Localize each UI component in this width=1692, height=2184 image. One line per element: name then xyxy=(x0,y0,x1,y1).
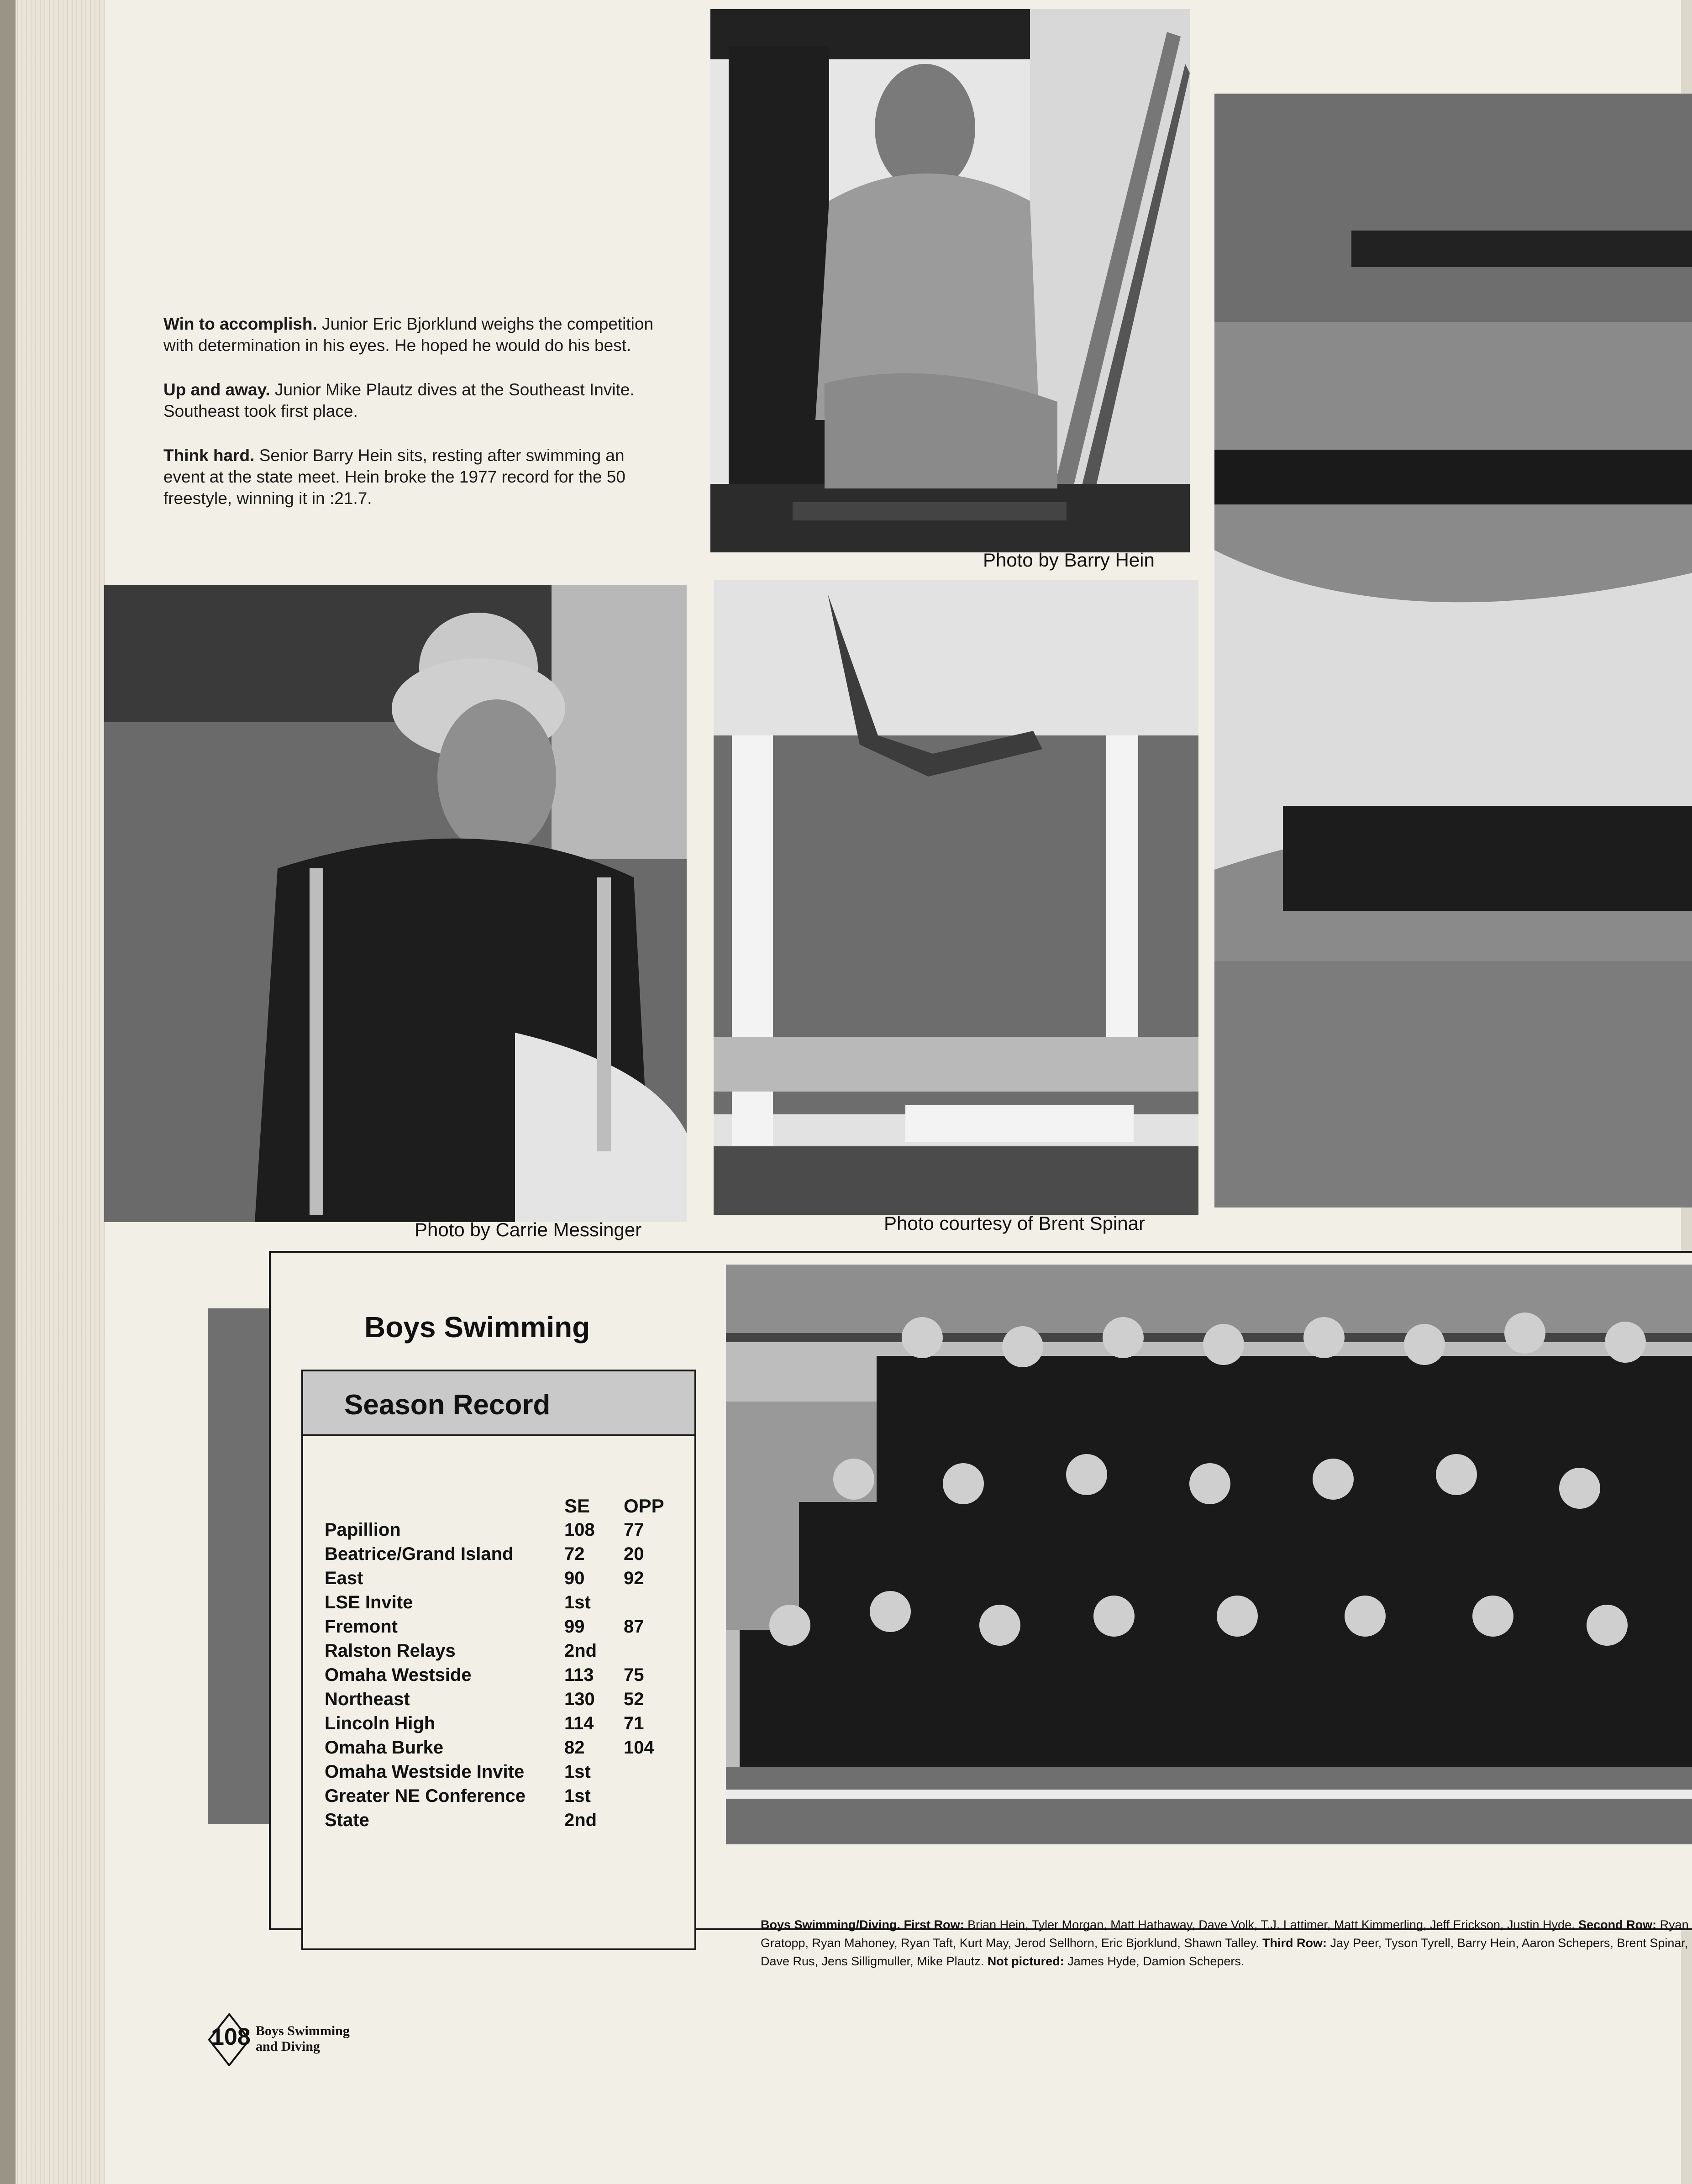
not-pictured-names: James Hyde, Damion Schepers. xyxy=(1067,1954,1245,1968)
opponent-cell: Beatrice/Grand Island xyxy=(325,1544,514,1564)
se-score-cell: 2nd xyxy=(564,1641,597,1661)
not-pictured-label: Not pictured: xyxy=(987,1954,1064,1968)
footer-line-1: Boys Swimming xyxy=(256,2023,350,2038)
second-row-label: Second Row: xyxy=(1578,1918,1657,1932)
opponent-cell: Papillion xyxy=(325,1520,401,1540)
opp-score-cell: 92 xyxy=(624,1568,644,1588)
header-se: SE xyxy=(564,1495,590,1517)
opponent-cell: Greater NE Conference xyxy=(325,1786,526,1806)
table-row xyxy=(325,1639,678,1663)
opponent-cell: LSE Invite xyxy=(325,1592,413,1612)
opponent-cell: East xyxy=(325,1568,363,1588)
opp-score-cell: 77 xyxy=(624,1520,644,1540)
opp-score-cell xyxy=(624,1808,678,1832)
opp-score-cell xyxy=(624,1760,678,1784)
third-row-label: Third Row: xyxy=(1262,1936,1327,1950)
table-row xyxy=(325,1615,678,1639)
opp-score-cell: 20 xyxy=(624,1544,644,1564)
photo-team xyxy=(726,1265,1692,1844)
section-title: Boys Swimming xyxy=(364,1311,590,1344)
second-row-names: Ryan Gratopp, Ryan Mahoney, Ryan Taft, Kurt May, Jerod Sellhorn, Eric Bjorklund, Shawn Talley. xyxy=(761,1918,1689,1950)
opponent-cell: Omaha Westside Invite xyxy=(325,1762,525,1782)
page-number: 108 xyxy=(211,2024,251,2050)
caption-3 xyxy=(163,445,657,509)
table-row xyxy=(325,1566,678,1591)
photo-swimmer-sitting xyxy=(710,9,1190,552)
first-row-label: First Row: xyxy=(904,1918,964,1932)
season-record-header xyxy=(303,1371,694,1436)
page-binding-edge xyxy=(0,0,105,2184)
opp-score-cell: 75 xyxy=(624,1665,644,1685)
caption-1-title: Win to accomplish. xyxy=(163,315,317,333)
table-row xyxy=(325,1784,678,1808)
opponent-cell: Omaha Burke xyxy=(325,1738,444,1758)
season-record-table xyxy=(325,1494,678,1832)
se-score-cell: 1st xyxy=(564,1592,591,1612)
se-score-cell: 2nd xyxy=(564,1810,597,1830)
header-opponent xyxy=(325,1494,564,1518)
first-row-names: Brian Hein, Tyler Morgan, Matt Hathaway, Dave Volk, T.J. Lattimer, Matt Kimmerling, Jeff Erickson, Justin Hyde. xyxy=(967,1918,1575,1932)
caption-2-text: Junior Mike Plautz dives at the Southeast Invite. Southeast took first place. xyxy=(163,380,635,420)
footer-line-2: and Diving xyxy=(256,2039,320,2054)
table-row xyxy=(325,1760,678,1784)
opp-score-cell: 52 xyxy=(624,1689,644,1709)
table-row xyxy=(325,1712,678,1736)
se-score-cell: 114 xyxy=(564,1713,594,1733)
se-score-cell: 90 xyxy=(564,1568,585,1588)
se-score-cell: 108 xyxy=(564,1520,595,1540)
opponent-cell: Omaha Westside xyxy=(325,1665,472,1685)
table-row xyxy=(325,1687,678,1712)
caption-1-text: Junior Eric Bjorklund weighs the competition with determination in his eyes. He hoped he would do his best. xyxy=(163,315,654,355)
se-score-cell: 99 xyxy=(564,1617,585,1637)
se-score-cell: 82 xyxy=(564,1738,585,1758)
photo-eric-bjorklund xyxy=(104,585,687,1222)
photo-mike-plautz-dive xyxy=(714,580,1198,1215)
opp-score-cell: 104 xyxy=(624,1738,654,1758)
se-score-cell: 130 xyxy=(564,1689,595,1709)
se-score-cell: 1st xyxy=(564,1786,591,1806)
season-record-box xyxy=(301,1370,696,1950)
caption-3-title: Think hard. xyxy=(163,446,255,465)
table-row xyxy=(325,1542,678,1566)
caption-1 xyxy=(163,313,657,356)
opp-score-cell: 87 xyxy=(624,1617,644,1637)
se-score-cell: 72 xyxy=(564,1544,585,1564)
table-row xyxy=(325,1518,678,1542)
se-score-cell: 1st xyxy=(564,1762,591,1782)
photo-credit-carrie-messinger: Photo by Carrie Messinger xyxy=(415,1219,642,1240)
opp-score-cell xyxy=(624,1784,678,1808)
table-row xyxy=(325,1736,678,1760)
caption-2-title: Up and away. xyxy=(163,380,270,399)
caption-3-text: Senior Barry Hein sits, resting after swimming an event at the state meet. Hein broke the 1977 record for the 50 freestyle, winning it in :21.7. xyxy=(163,446,625,508)
caption-2 xyxy=(163,379,657,422)
opponent-cell: Lincoln High xyxy=(325,1713,436,1733)
table-row xyxy=(325,1808,678,1832)
opp-score-cell: 71 xyxy=(624,1713,644,1733)
header-opp: OPP xyxy=(624,1495,664,1517)
photo-swimmer-splash xyxy=(1214,94,1692,1208)
opponent-cell: Northeast xyxy=(325,1689,410,1709)
opponent-cell: State xyxy=(325,1810,369,1830)
table-header-row xyxy=(325,1494,678,1518)
team-caption-lead: Boys Swimming/Diving. xyxy=(761,1918,901,1932)
third-row-names: Jay Peer, Tyson Tyrell, Barry Hein, Aaron Schepers, Brent Spinar, Dave Rus, Jens Silligmuller, Mike Plautz. xyxy=(761,1936,1688,1968)
se-score-cell: 113 xyxy=(564,1665,594,1685)
footer-section-label xyxy=(256,2023,350,2054)
table-row xyxy=(325,1591,678,1615)
binding-shadow xyxy=(0,0,16,2184)
table-row xyxy=(325,1663,678,1687)
opp-score-cell xyxy=(624,1639,678,1663)
photo-captions xyxy=(163,313,657,532)
photo-credit-brent-spinar: Photo courtesy of Brent Spinar xyxy=(884,1213,1145,1234)
opponent-cell: Fremont xyxy=(325,1617,398,1637)
season-record-heading: Season Record xyxy=(344,1389,551,1421)
photo-credit-barry-hein: Photo by Barry Hein xyxy=(983,549,1155,571)
opp-score-cell xyxy=(624,1591,678,1615)
opponent-cell: Ralston Relays xyxy=(325,1641,456,1661)
team-photo-caption xyxy=(761,1916,1692,1970)
